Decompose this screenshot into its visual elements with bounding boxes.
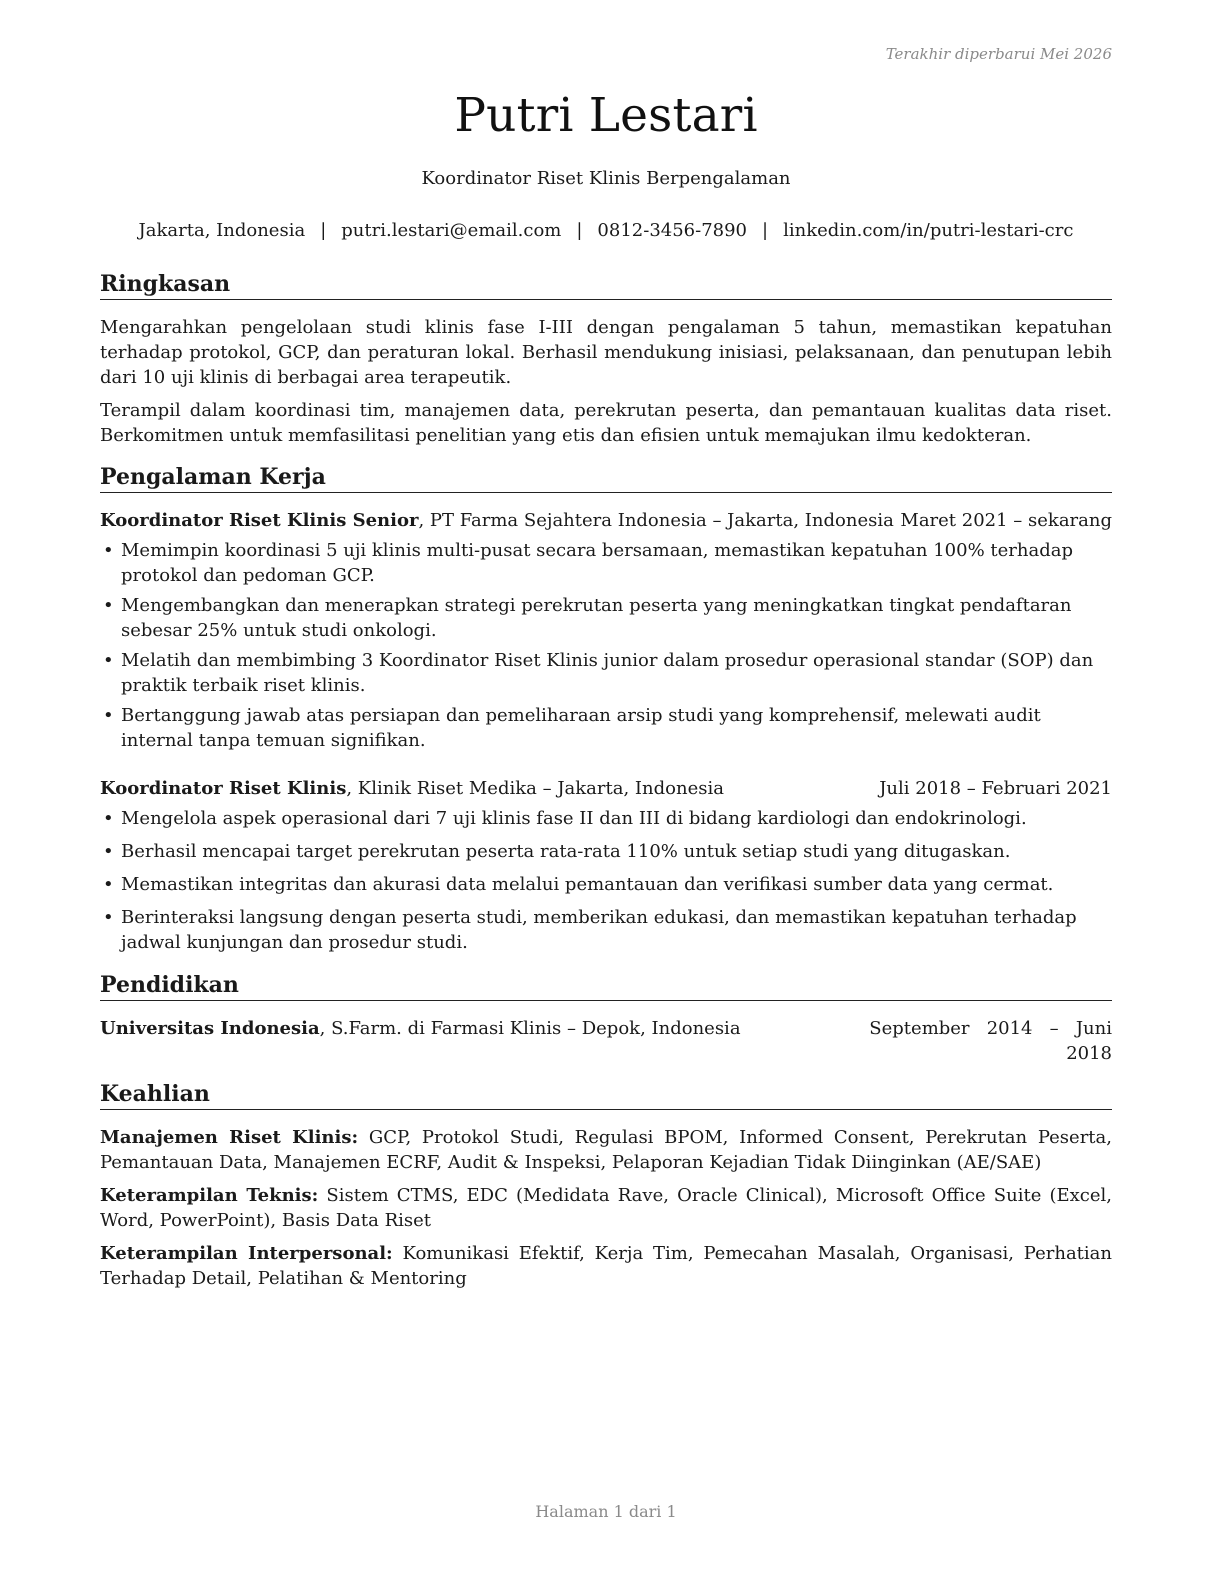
job-bullet: • Memimpin koordinasi 5 uji klinis multi-pusat secara bersamaan, memastikan kepatuhan 100% terhadap protokol dan pedoman GCP. — [100, 538, 1112, 588]
job-organization: , PT Farma Sejahtera Indonesia – Jakarta, Indonesia — [418, 510, 894, 531]
education-section — [100, 972, 1112, 1066]
job-entry — [100, 508, 1112, 753]
job-role: Koordinator Riset Klinis — [100, 778, 347, 799]
job-title-line — [100, 776, 724, 801]
skills-section — [100, 1081, 1112, 1291]
job-header — [100, 508, 1112, 533]
contact-email[interactable]: putri.lestari@email.com — [341, 220, 562, 241]
skill-group-label: Manajemen Riset Klinis: — [100, 1127, 359, 1148]
contact-separator: | — [320, 220, 327, 241]
skill-group — [100, 1125, 1112, 1175]
experience-section — [100, 464, 1112, 955]
job-bullet: • Memastikan integritas dan akurasi data melalui pemantauan dan verifikasi sumber data yang cermat. — [100, 872, 1112, 897]
job-bullets — [100, 538, 1112, 753]
job-role: Koordinator Riset Klinis Senior — [100, 510, 419, 531]
education-degree: , S.Farm. di Farmasi Klinis – Depok, Indonesia — [319, 1018, 741, 1039]
section-title-education: Pendidikan — [100, 972, 1112, 1001]
job-bullet: • Berhasil mencapai target perekrutan peserta rata-rata 110% untuk setiap studi yang ditugaskan. — [100, 839, 1112, 864]
candidate-name: Putri Lestari — [454, 88, 758, 143]
skill-group — [100, 1241, 1112, 1291]
job-bullet: • Bertanggung jawab atas persiapan dan pemeliharaan arsip studi yang komprehensif, melewati audit internal tanpa temuan signifikan. — [100, 703, 1112, 753]
skill-group-items: GCP, Protokol Studi, Regulasi BPOM, Informed Consent, Perekrutan Peserta, Pemantauan Data, Manajemen ECRF, Audit & Inspeksi, Pelaporan Kejadian Tidak Diinginkan (AE/SAE) — [100, 1127, 1112, 1173]
job-header — [100, 776, 1112, 801]
job-organization: , Klinik Riset Medika – Jakarta, Indonesia — [346, 778, 724, 799]
job-entry — [100, 776, 1112, 955]
contact-linkedin[interactable]: linkedin.com/in/putri-lestari-crc — [783, 220, 1074, 241]
job-bullet: • Mengembangkan dan menerapkan strategi perekrutan peserta yang meningkatkan tingkat pendaftaran sebesar 25% untuk studi onkologi. — [100, 593, 1112, 643]
page-number-footer: Halaman 1 dari 1 — [535, 1502, 677, 1521]
job-title-line — [100, 508, 894, 533]
skill-group-items: Komunikasi Efektif, Kerja Tim, Pemecahan Masalah, Organisasi, Perhatian Terhadap Detail, Pelatihan & Mentoring — [100, 1243, 1112, 1289]
education-entry — [100, 1016, 1112, 1066]
contact-separator: | — [762, 220, 769, 241]
candidate-headline: Koordinator Riset Klinis Berpengalaman — [421, 168, 791, 189]
skill-group-label: Keterampilan Interpersonal: — [100, 1243, 393, 1264]
contact-location: Jakarta, Indonesia — [138, 220, 306, 241]
job-dates: Maret 2021 – sekarang — [900, 510, 1112, 531]
summary-paragraph: Terampil dalam koordinasi tim, manajemen data, perekrutan peserta, dan pemantauan kualitas data riset. Berkomitmen untuk memfasilitasi penelitian yang etis dan efisien untuk memajukan ilmu kedokteran. — [100, 400, 1112, 446]
section-title-skills: Keahlian — [100, 1081, 1112, 1110]
job-bullet: • Mengelola aspek operasional dari 7 uji klinis fase II dan III di bidang kardiologi dan endokrinologi. — [100, 806, 1112, 831]
skill-group-label: Keterampilan Teknis: — [100, 1185, 319, 1206]
education-dates — [869, 1016, 1112, 1066]
skill-group — [100, 1183, 1112, 1233]
education-line — [100, 1016, 741, 1066]
education-dates-start: September 2014 – Juni — [869, 1018, 1112, 1039]
job-bullet: • Melatih dan membimbing 3 Koordinator Riset Klinis junior dalam prosedur operasional standar (SOP) dan praktik terbaik riset klinis. — [100, 648, 1112, 698]
contact-line — [0, 220, 1212, 241]
job-bullets — [100, 806, 1112, 955]
job-dates: Juli 2018 – Februari 2021 — [879, 778, 1112, 799]
job-bullet: • Berinteraksi langsung dengan peserta studi, memberikan edukasi, dan memastikan kepatuhan terhadap jadwal kunjungan dan prosedur studi. — [100, 905, 1112, 955]
section-title-summary: Ringkasan — [100, 271, 1112, 300]
summary-section — [100, 271, 1112, 448]
education-school: Universitas Indonesia — [100, 1018, 320, 1039]
summary-paragraph: Mengarahkan pengelolaan studi klinis fase I-III dengan pengalaman 5 tahun, memastikan kepatuhan terhadap protokol, GCP, dan peraturan lokal. Berhasil mendukung inisiasi, pelaksanaan, dan penutupan lebih dari 10 uji klinis di berbagai area terapeutik. — [100, 317, 1112, 388]
contact-phone: 0812-3456-7890 — [597, 220, 748, 241]
education-dates-end: 2018 — [1066, 1043, 1112, 1064]
contact-separator: | — [576, 220, 583, 241]
section-title-experience: Pengalaman Kerja — [100, 464, 1112, 493]
skill-group-items: Sistem CTMS, EDC (Medidata Rave, Oracle Clinical), Microsoft Office Suite (Excel, Word, PowerPoint), Basis Data Riset — [100, 1185, 1112, 1231]
last-updated-note: Terakhir diperbarui Mei 2026 — [885, 45, 1112, 63]
